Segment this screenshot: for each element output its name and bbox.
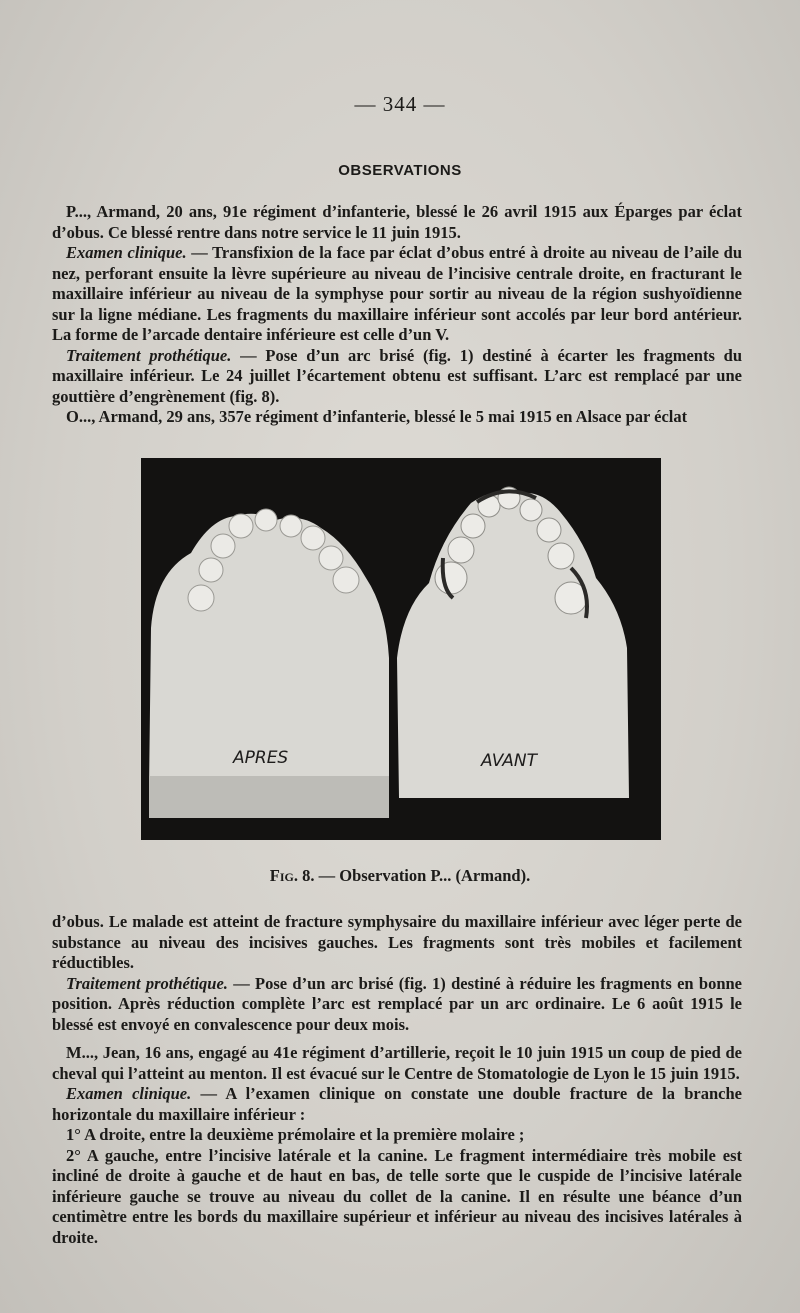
section-heading: OBSERVATIONS: [338, 162, 462, 179]
paragraph-gap: [52, 1035, 742, 1043]
text-block-bottom: [52, 912, 742, 1248]
paragraph-body: — Pose d’un arc brisé (fig. 1) destiné à réduire les fragments en bonne position. Après réduction complète l’arc est remplacé par un arc ordinaire. Le 6 août 1915 le blessé est envoyé en convalescence pour deux mois.: [52, 973, 742, 1034]
paragraph-body: — Pose d’un arc brisé (fig. 1) destiné à écarter les fragments du maxillaire inférieur. Le 24 juillet l’écartement obtenu est suffisant. L’arc est remplacé par une gouttière d’engrènement (fig. 8).: [52, 345, 742, 406]
paragraph-patient-p: P..., Armand, 20 ans, 91e régiment d’infanterie, blessé le 26 avril 1915 aux Éparges par éclat d’obus. Ce blessé rentre dans notre service le 11 juin 1915.: [52, 202, 742, 242]
paragraph-label: Examen clinique.: [66, 243, 187, 262]
paragraph-patient-m: M..., Jean, 16 ans, engagé au 41e régiment d’artillerie, reçoit le 10 juin 1915 un coup de pied de cheval qui l’atteint au menton. Il est évacué sur le Centre de Stomatologie de Lyon le 15 juin 1915.: [52, 1043, 742, 1083]
paragraph-body: — A l’examen clinique on constate une double fracture de la branche horizontale du maxillaire inférieur :: [52, 1084, 742, 1124]
paragraph-treatment-p: [52, 346, 742, 408]
paragraph-patient-o: O..., Armand, 29 ans, 357e régiment d’infanterie, blessé le 5 mai 1915 en Alsace par éclat: [66, 407, 688, 426]
figure-caption: [0, 866, 800, 886]
paragraph-label: Traitement prothétique.: [66, 973, 228, 993]
figure-label-apres: APRES: [233, 748, 289, 768]
figure-label-avant: AVANT: [481, 751, 537, 771]
paragraph-item-2: 2° A gauche, entre l’incisive latérale et la canine. Le fragment intermédiaire très mobile est incliné de droite à gauche et de haut en bas, de telle sorte que le cuspide de l’incisive latérale inférieure gauche se trouve au niveau du collet de la canine. Il en résulte une béance d’un centimètre entre les bords du maxillaire supérieur et inférieur au niveau des incisives latérales à droite.: [52, 1145, 742, 1247]
paragraph-body: — Transfixion de la face par éclat d’obus entré à droite au niveau de l’aile du nez, perforant ensuite la lèvre supérieure au niveau de l’incisive centrale droite, en fracturant le maxillaire inférieur au niveau de la symphyse pour sortir au niveau de la région sushyoïdienne sur la ligne médiane. Les fragments du maxillaire inférieur sont accolés par leur bord antérieur. La forme de l’arcade dentaire inférieure est celle d’un V.: [52, 243, 743, 344]
caption-text: — Observation P... (Armand).: [314, 866, 531, 885]
paragraph-item-1: 1° A droite, entre la deuxième prémolaire et la première molaire ;: [66, 1125, 525, 1144]
text-block-top: [52, 202, 742, 428]
paragraph-exam-m: [52, 1084, 742, 1125]
paragraph-exam-p: [52, 243, 742, 346]
paragraph-label: Examen clinique.: [66, 1084, 192, 1103]
paragraph-treatment-o: [52, 974, 742, 1036]
dental-casts-photo: [141, 458, 661, 840]
paragraph-label: Traitement prothétique.: [66, 345, 232, 365]
caption-prefix: Fig. 8.: [269, 866, 315, 885]
figure-photo: [141, 458, 661, 840]
page-number: — 344 —: [354, 92, 446, 116]
paragraph-continuation: d’obus. Le malade est atteint de fracture symphysaire du maxillaire inférieur avec léger perte de substance au niveau des incisives gauches. Les fragments sont très mobiles et facilement réductibles.: [52, 912, 742, 972]
